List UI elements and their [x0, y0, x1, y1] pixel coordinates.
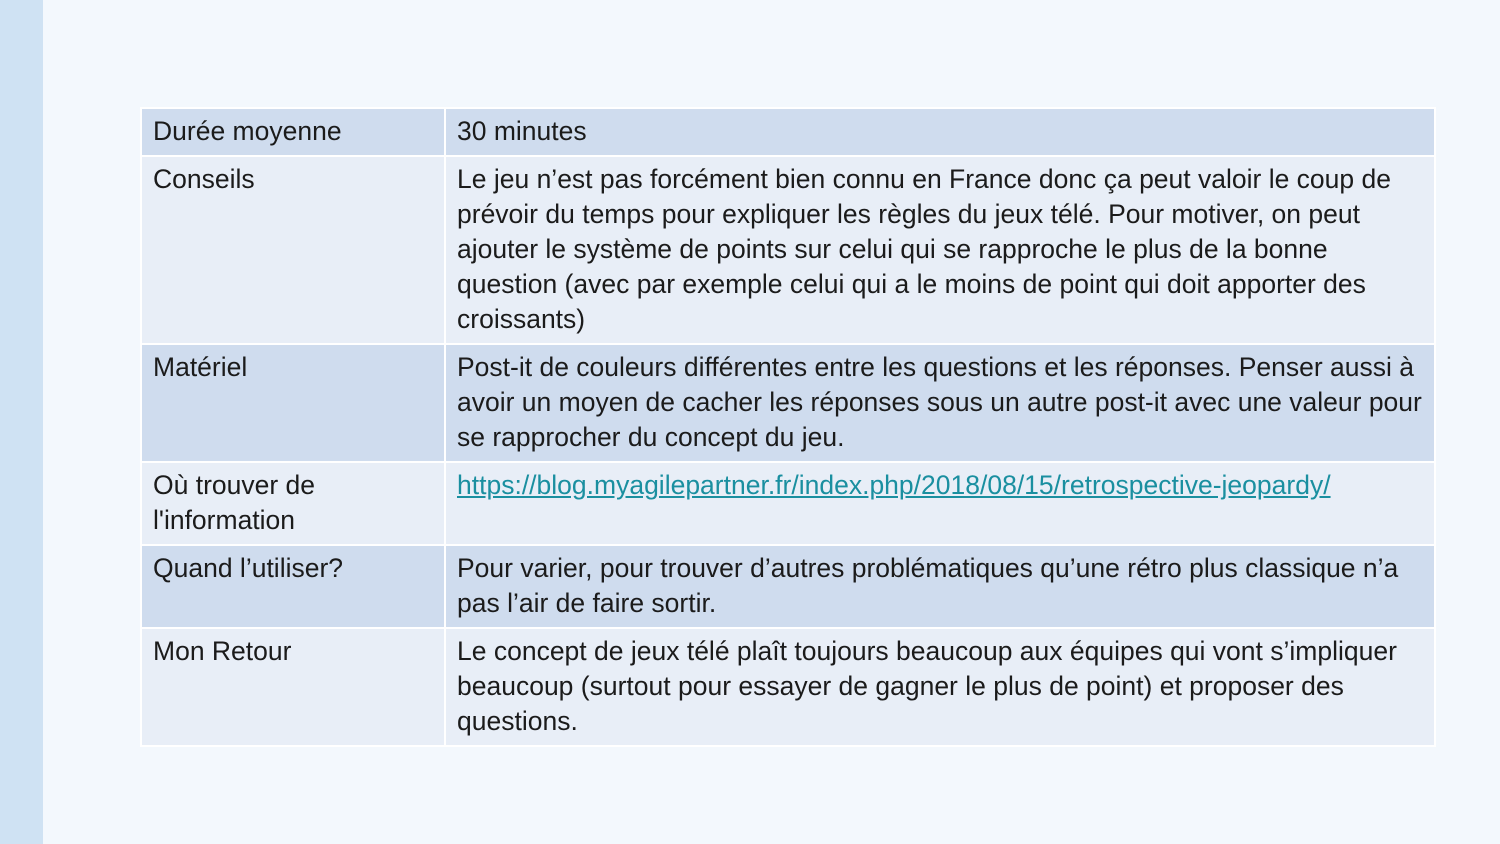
row-label: Matériel	[141, 344, 445, 462]
row-value: Le concept de jeux télé plaît toujours beaucoup aux équipes qui vont s’impliquer beaucoup (surtout pour essayer de gagner le plus de point) et proposer des questions.	[445, 628, 1435, 746]
table-row-feedback	[141, 628, 1435, 746]
row-label: Durée moyenne	[141, 108, 445, 156]
table-row-info-source	[141, 462, 1435, 545]
row-label: Conseils	[141, 156, 445, 344]
table-row-duration	[141, 108, 1435, 156]
row-label: Où trouver de l'information	[141, 462, 445, 545]
row-label: Quand l’utiliser?	[141, 545, 445, 628]
row-value-cell	[445, 462, 1435, 545]
row-value: Pour varier, pour trouver d’autres problématiques qu’une rétro plus classique n’a pas l’air de faire sortir.	[445, 545, 1435, 628]
row-value: 30 minutes	[445, 108, 1435, 156]
info-table	[140, 107, 1436, 747]
row-label: Mon Retour	[141, 628, 445, 746]
info-link[interactable]: https://blog.myagilepartner.fr/index.php/2018/08/15/retrospective-jeopardy/	[457, 470, 1331, 500]
table-row-material	[141, 344, 1435, 462]
row-value: Post-it de couleurs différentes entre les questions et les réponses. Penser aussi à avoir un moyen de cacher les réponses sous un autre post-it avec une valeur pour se rapprocher du concept du jeu.	[445, 344, 1435, 462]
table-row-tips	[141, 156, 1435, 344]
table-row-when-to-use	[141, 545, 1435, 628]
left-accent-band	[0, 0, 43, 844]
row-value: Le jeu n’est pas forcément bien connu en France donc ça peut valoir le coup de prévoir du temps pour expliquer les règles du jeux télé. Pour motiver, on peut ajouter le système de points sur celui qui se rapproche le plus de la bonne question (avec par exemple celui qui a le moins de point qui doit apporter des croissants)	[445, 156, 1435, 344]
